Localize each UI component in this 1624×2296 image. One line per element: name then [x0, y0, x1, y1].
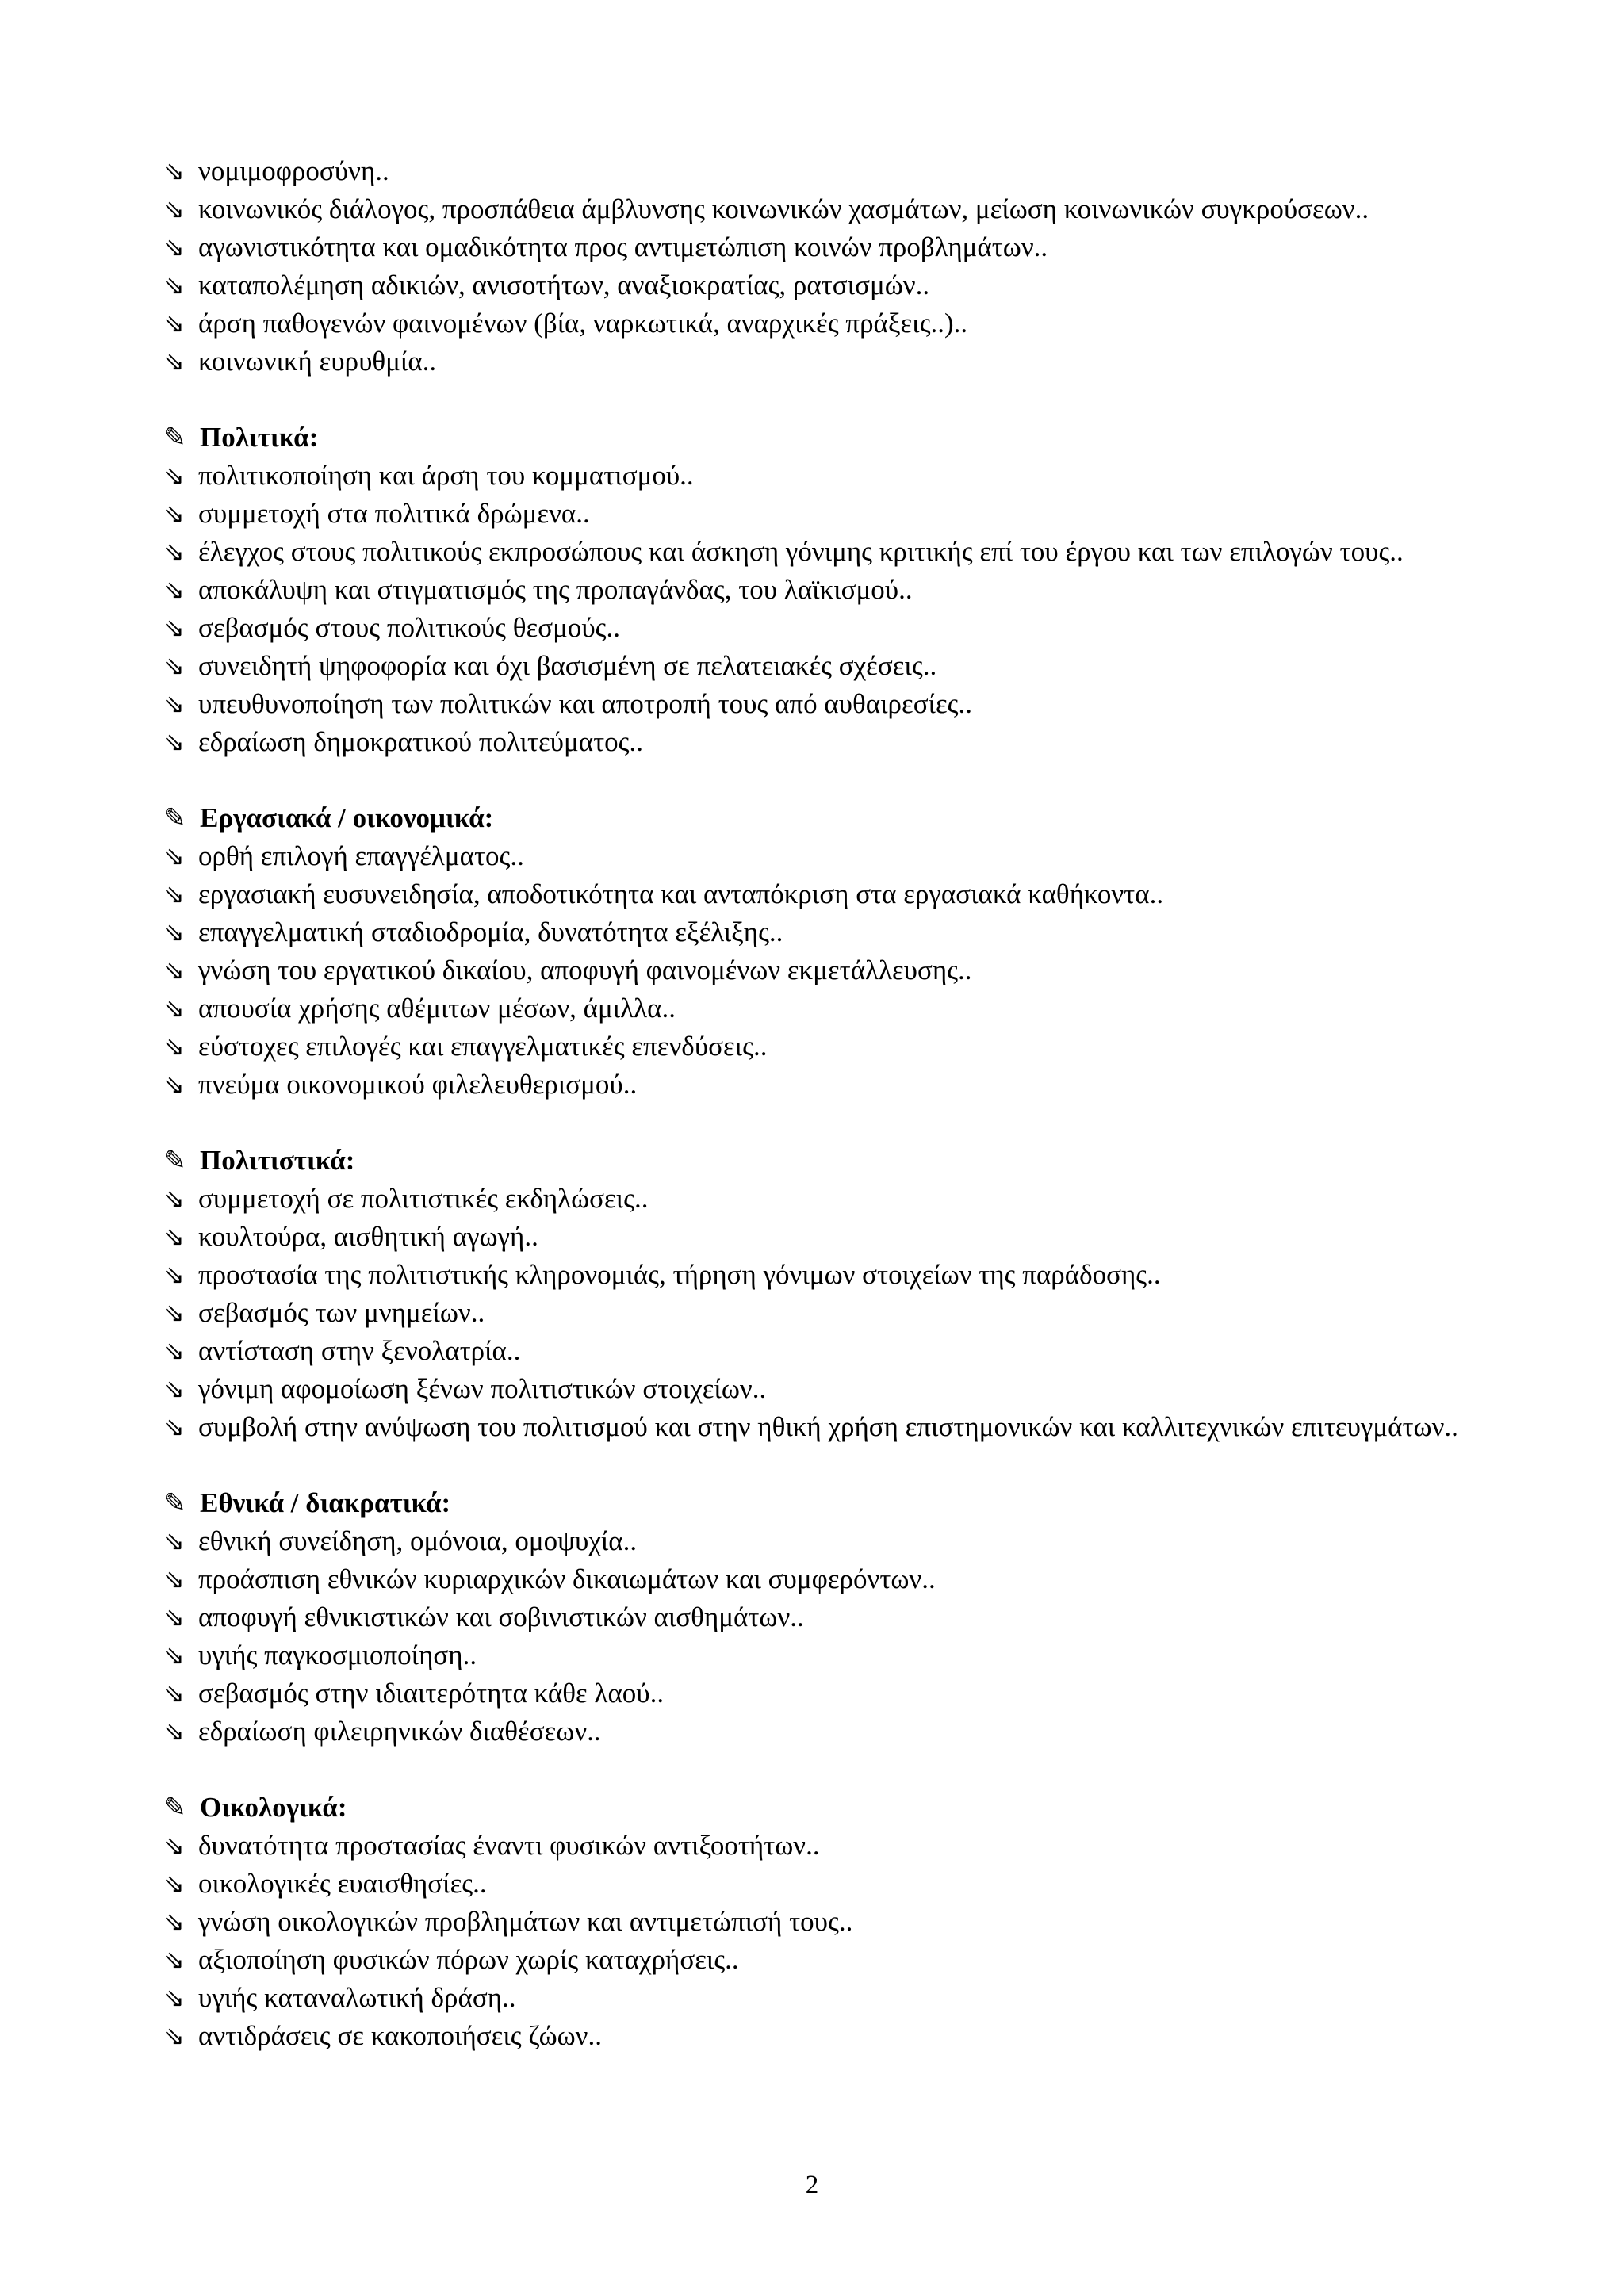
list-item: [163, 152, 1480, 190]
list-item-text: υγιής παγκοσμιοποίηση..: [198, 1640, 477, 1670]
list-item: [163, 2017, 1480, 2055]
list-item-text: συμμετοχή στα πολιτικά δρώμενα..: [198, 498, 590, 529]
list-item-text: γνώση του εργατικού δικαίου, αποφυγή φαινομένων εκμετάλλευσης..: [198, 955, 972, 985]
arrow-bullet-icon: ⇘: [163, 1564, 185, 1594]
arrow-bullet-icon: ⇘: [163, 1184, 185, 1214]
list-item: [163, 228, 1480, 266]
list-item: [163, 609, 1480, 647]
list-item-text: αγωνιστικότητα και ομαδικότητα προς αντιμετώπιση κοινών προβλημάτων..: [198, 232, 1048, 262]
list-item-text: εύστοχες επιλογές και επαγγελματικές επενδύσεις..: [198, 1031, 768, 1062]
arrow-bullet-icon: ⇘: [163, 651, 185, 681]
list-item: [163, 875, 1480, 913]
list-item: [163, 1332, 1480, 1370]
arrow-bullet-icon: ⇘: [163, 1070, 185, 1100]
list-item: [163, 1180, 1480, 1218]
list-item: [163, 913, 1480, 951]
section-title: Εργασιακά / οικονομικά:: [200, 802, 494, 833]
section-political: [163, 419, 1480, 761]
pencil-icon: ✎: [163, 1145, 186, 1177]
arrow-bullet-icon: ⇘: [163, 1640, 185, 1670]
arrow-bullet-icon: ⇘: [163, 232, 185, 262]
arrow-bullet-icon: ⇘: [163, 1298, 185, 1328]
arrow-bullet-icon: ⇘: [163, 499, 185, 529]
list-item-text: οικολογικές ευαισθησίες..: [198, 1868, 487, 1899]
list-item-text: σεβασμός στην ιδιαιτερότητα κάθε λαού..: [198, 1678, 665, 1709]
list-item-text: κοινωνική ευρυθμία..: [198, 346, 437, 377]
list-item-text: προάσπιση εθνικών κυριαρχικών δικαιωμάτων και συμφερόντων..: [198, 1563, 936, 1594]
list-item: [163, 685, 1480, 723]
list-item-text: καταπολέμηση αδικιών, ανισοτήτων, αναξιοκρατίας, ρατσισμών..: [198, 270, 930, 300]
list-item-text: προστασία της πολιτιστικής κληρονομιάς, τήρηση γόνιμων στοιχείων της παράδοσης..: [198, 1259, 1161, 1290]
list-item-text: συμμετοχή σε πολιτιστικές εκδηλώσεις..: [198, 1183, 649, 1214]
pencil-icon: ✎: [163, 802, 186, 834]
list-item: [163, 266, 1480, 304]
list-item: [163, 723, 1480, 761]
section-cultural: [163, 1142, 1480, 1446]
list-item: [163, 1218, 1480, 1256]
arrow-bullet-icon: ⇘: [163, 156, 185, 186]
list-item-text: γόνιμη αφομοίωση ξένων πολιτιστικών στοιχείων..: [198, 1373, 767, 1404]
list-item-text: νομιμοφροσύνη..: [198, 155, 389, 186]
list-item-text: αποκάλυψη και στιγματισμός της προπαγάνδας, του λαϊκισμού..: [198, 574, 913, 605]
list-item-text: δυνατότητα προστασίας έναντι φυσικών αντιξοοτήτων..: [198, 1830, 820, 1861]
arrow-bullet-icon: ⇘: [163, 2021, 185, 2051]
arrow-bullet-icon: ⇘: [163, 613, 185, 643]
section-heading: [163, 799, 1480, 837]
list-item: [163, 951, 1480, 989]
pencil-icon: ✎: [163, 1487, 186, 1519]
arrow-bullet-icon: ⇘: [163, 879, 185, 909]
list-item: [163, 1370, 1480, 1408]
arrow-bullet-icon: ⇘: [163, 1374, 185, 1404]
list-item: [163, 1827, 1480, 1865]
arrow-bullet-icon: ⇘: [163, 993, 185, 1024]
list-item-text: κουλτούρα, αισθητική αγωγή..: [198, 1221, 538, 1252]
pencil-icon: ✎: [163, 1792, 186, 1823]
list-item: [163, 837, 1480, 875]
list-item-text: σεβασμός στους πολιτικούς θεσμούς..: [198, 612, 621, 643]
arrow-bullet-icon: ⇘: [163, 537, 185, 567]
list-item: [163, 304, 1480, 342]
list-item-text: εθνική συνείδηση, ομόνοια, ομοψυχία..: [198, 1525, 638, 1556]
list-item-text: συνειδητή ψηφοφορία και όχι βασισμένη σε πελατειακές σχέσεις..: [198, 650, 937, 681]
list-item-text: αξιοποίηση φυσικών πόρων χωρίς καταχρήσεις..: [198, 1944, 739, 1975]
arrow-bullet-icon: ⇘: [163, 1678, 185, 1709]
section-title: Πολιτιστικά:: [200, 1145, 355, 1176]
arrow-bullet-icon: ⇘: [163, 1031, 185, 1062]
arrow-bullet-icon: ⇘: [163, 575, 185, 605]
arrow-bullet-icon: ⇘: [163, 1260, 185, 1290]
arrow-bullet-icon: ⇘: [163, 1336, 185, 1366]
arrow-bullet-icon: ⇘: [163, 461, 185, 491]
arrow-bullet-icon: ⇘: [163, 1526, 185, 1556]
arrow-bullet-icon: ⇘: [163, 917, 185, 947]
list-item: [163, 647, 1480, 685]
section-heading: [163, 1142, 1480, 1180]
list-item: [163, 1865, 1480, 1903]
section-national: [163, 1484, 1480, 1751]
list-item: [163, 1941, 1480, 1979]
list-item-text: εδραίωση φιλειρηνικών διαθέσεων..: [198, 1716, 601, 1747]
list-item-text: υπευθυνοποίηση των πολιτικών και αποτροπή τους από αυθαιρεσίες..: [198, 688, 973, 719]
section-work-economic: [163, 799, 1480, 1104]
list-item: [163, 1979, 1480, 2017]
list-item-text: άρση παθογενών φαινομένων (βία, ναρκωτικά, αναρχικές πράξεις..)..: [198, 308, 968, 339]
arrow-bullet-icon: ⇘: [163, 841, 185, 871]
list-item: [163, 1712, 1480, 1751]
page-number: 2: [805, 2171, 819, 2199]
section-heading: [163, 419, 1480, 457]
list-item: [163, 1598, 1480, 1636]
list-item: [163, 1636, 1480, 1674]
list-item-text: γνώση οικολογικών προβλημάτων και αντιμετώπισή τους..: [198, 1906, 853, 1937]
section-title: Εθνικά / διακρατικά:: [200, 1487, 451, 1518]
list-item: [163, 1674, 1480, 1712]
pencil-icon: ✎: [163, 422, 186, 453]
document-body: [163, 152, 1480, 2055]
list-item: [163, 1027, 1480, 1066]
list-item-text: ορθή επιλογή επαγγέλματος..: [198, 840, 524, 871]
list-item: [163, 1294, 1480, 1332]
list-item-text: εδραίωση δημοκρατικού πολιτεύματος..: [198, 726, 644, 757]
list-item: [163, 1256, 1480, 1294]
section-title: Οικολογικά:: [200, 1792, 347, 1823]
arrow-bullet-icon: ⇘: [163, 308, 185, 339]
arrow-bullet-icon: ⇘: [163, 270, 185, 300]
list-item: [163, 190, 1480, 228]
list-item: [163, 1522, 1480, 1560]
arrow-bullet-icon: ⇘: [163, 689, 185, 719]
list-item-text: επαγγελματική σταδιοδρομία, δυνατότητα εξέλιξης..: [198, 916, 783, 947]
arrow-bullet-icon: ⇘: [163, 1831, 185, 1861]
list-item: [163, 989, 1480, 1027]
arrow-bullet-icon: ⇘: [163, 1602, 185, 1632]
arrow-bullet-icon: ⇘: [163, 1907, 185, 1937]
list-item: [163, 571, 1480, 609]
list-item-text: αντιδράσεις σε κακοποιήσεις ζώων..: [198, 2020, 602, 2051]
arrow-bullet-icon: ⇘: [163, 1222, 185, 1252]
list-item-text: πνεύμα οικονομικού φιλελευθερισμού..: [198, 1069, 638, 1100]
list-item-text: σεβασμός των μνημείων..: [198, 1297, 485, 1328]
arrow-bullet-icon: ⇘: [163, 1983, 185, 2013]
arrow-bullet-icon: ⇘: [163, 194, 185, 224]
list-item: [163, 1560, 1480, 1598]
list-item: [163, 1408, 1480, 1446]
arrow-bullet-icon: ⇘: [163, 346, 185, 377]
list-item-text: πολιτικοποίηση και άρση του κομματισμού..: [198, 460, 694, 491]
list-item: [163, 1066, 1480, 1104]
section-ecological: [163, 1789, 1480, 2055]
arrow-bullet-icon: ⇘: [163, 1945, 185, 1975]
list-item-text: εργασιακή ευσυνειδησία, αποδοτικότητα και ανταπόκριση στα εργασιακά καθήκοντα..: [198, 878, 1164, 909]
intro-list: [163, 152, 1480, 381]
list-item-text: έλεγχος στους πολιτικούς εκπροσώπους και άσκηση γόνιμης κριτικής επί του έργου και των επιλογών τους..: [198, 536, 1404, 567]
arrow-bullet-icon: ⇘: [163, 1412, 185, 1442]
list-item: [163, 495, 1480, 533]
list-item: [163, 457, 1480, 495]
list-item-text: κοινωνικός διάλογος, προσπάθεια άμβλυνσης κοινωνικών χασμάτων, μείωση κοινωνικών συγκρούσεων..: [198, 193, 1369, 224]
section-heading: [163, 1484, 1480, 1522]
section-heading: [163, 1789, 1480, 1827]
list-item-text: αντίσταση στην ξενολατρία..: [198, 1335, 521, 1366]
list-item-text: συμβολή στην ανύψωση του πολιτισμού και στην ηθική χρήση επιστημονικών και καλλιτεχνικών επιτευγμάτων..: [198, 1411, 1458, 1442]
section-title: Πολιτικά:: [200, 422, 319, 453]
list-item: [163, 1903, 1480, 1941]
list-item: [163, 342, 1480, 381]
arrow-bullet-icon: ⇘: [163, 1869, 185, 1899]
arrow-bullet-icon: ⇘: [163, 727, 185, 757]
arrow-bullet-icon: ⇘: [163, 955, 185, 985]
arrow-bullet-icon: ⇘: [163, 1716, 185, 1747]
list-item-text: απουσία χρήσης αθέμιτων μέσων, άμιλλα..: [198, 993, 676, 1024]
list-item: [163, 533, 1480, 571]
list-item-text: αποφυγή εθνικιστικών και σοβινιστικών αισθημάτων..: [198, 1601, 804, 1632]
list-item-text: υγιής καταναλωτική δράση..: [198, 1982, 516, 2013]
